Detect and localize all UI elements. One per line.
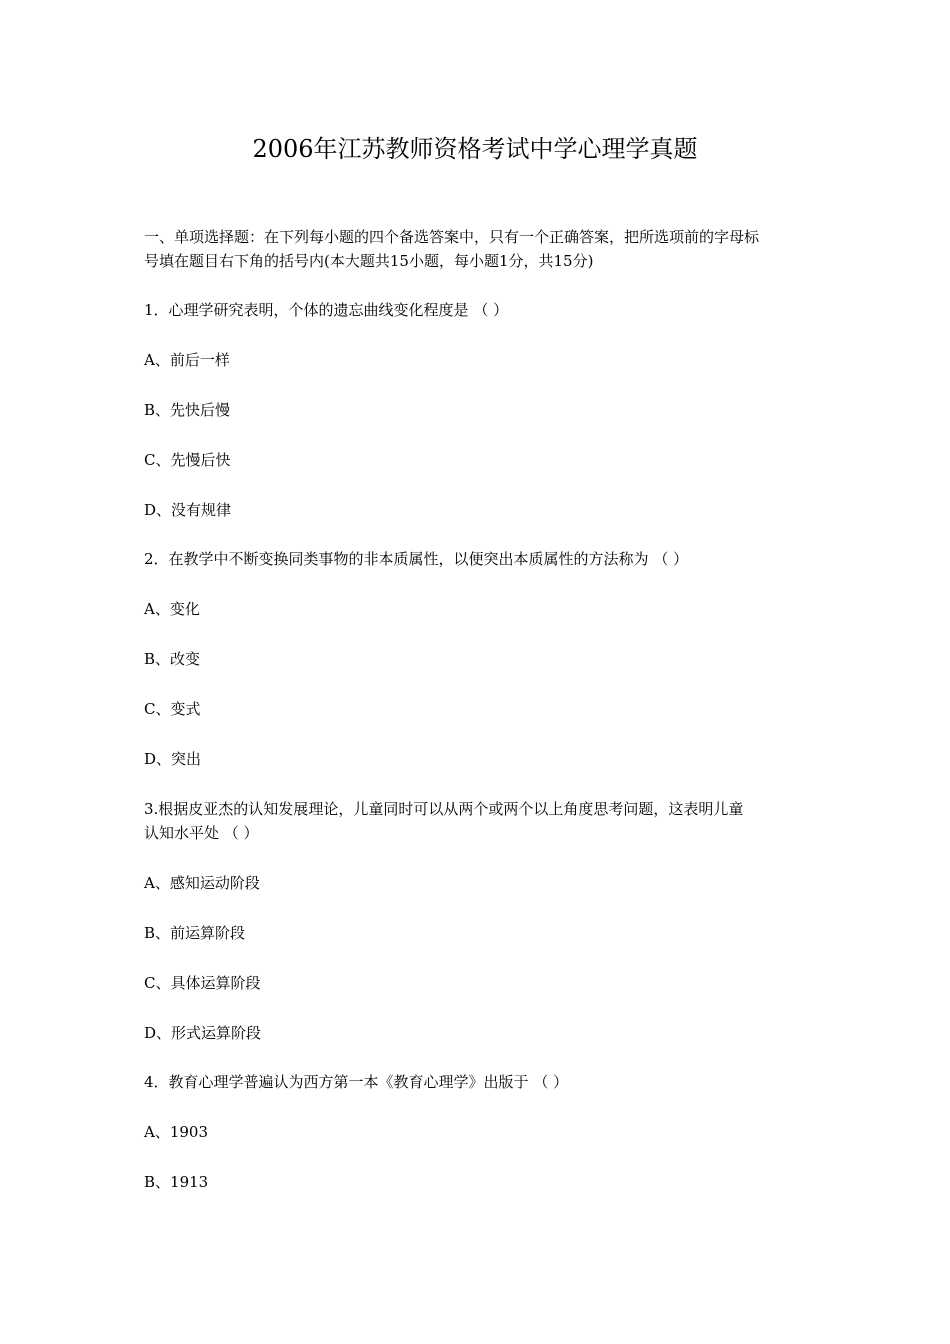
question-3-option-c: C、具体运算阶段 [144,974,261,992]
section-instructions-line-2: 号填在题目右下角的括号内(本大题共15小题，每小题1分，共15分) [144,252,594,270]
question-2-option-b: B、改变 [144,650,201,668]
section-instructions-line-1: 一、单项选择题：在下列每小题的四个备选答案中，只有一个正确答案，把所选项前的字母标 [144,228,760,246]
question-2-option-d: D、突出 [144,750,202,768]
question-3-option-b: B、前运算阶段 [144,924,246,942]
question-4-stem: 4．教育心理学普遍认为西方第一本《教育心理学》出版于 （ ） [144,1073,569,1091]
question-4-option-b: B、1913 [144,1173,209,1191]
question-1-option-d: D、没有规律 [144,501,232,519]
question-1-option-b: B、先快后慢 [144,401,231,419]
question-4-option-a: A、1903 [144,1123,209,1141]
question-1-stem: 1．心理学研究表明，个体的遗忘曲线变化程度是 （ ） [144,301,509,319]
question-3-option-d: D、形式运算阶段 [144,1024,262,1042]
question-2-option-a: A、变化 [144,600,200,618]
document-title: 2006年江苏教师资格考试中学心理学真题 [252,135,698,163]
question-3-stem-line-1: 3.根据皮亚杰的认知发展理论，儿童同时可以从两个或两个以上角度思考问题，这表明儿童 [144,800,744,818]
question-1-option-c: C、先慢后快 [144,451,231,469]
question-2-stem: 2．在教学中不断变换同类事物的非本质属性，以便突出本质属性的方法称为 （ ） [144,550,689,568]
question-3-stem-line-2: 认知水平处 （ ） [144,824,259,842]
question-2-option-c: C、变式 [144,700,201,718]
question-1-option-a: A、前后一样 [144,351,230,369]
question-3-option-a: A、感知运动阶段 [144,874,260,892]
